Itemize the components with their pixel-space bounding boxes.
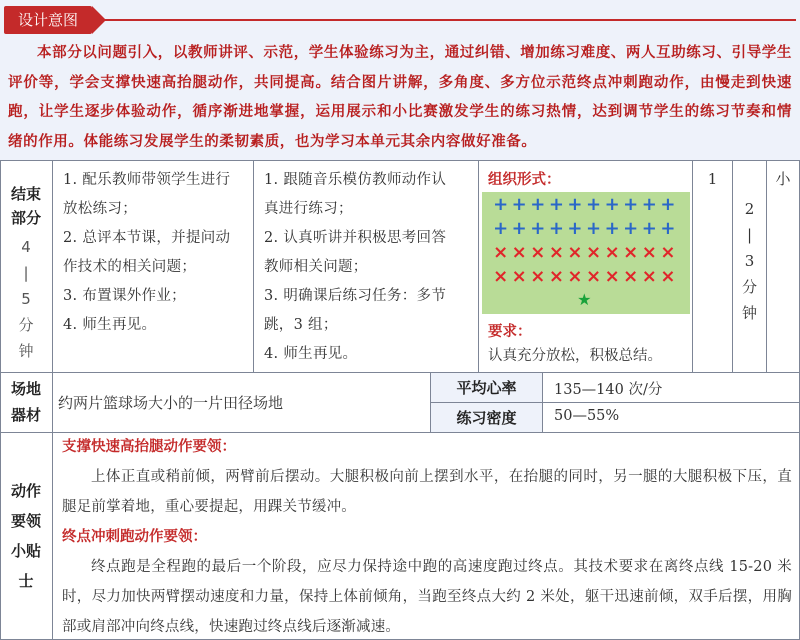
ending-duration [0,234,52,364]
student-row-cross: ×××××××××× [493,242,679,263]
badge-underline [90,19,796,21]
density-value: 50—55% [554,408,620,424]
ending-section-label [0,182,52,230]
student-row-plus: ++++++++++ [493,218,679,239]
duration-char: | [23,264,29,282]
venue-label-line: 器材 [10,406,41,424]
heart-rate-label: 平均心率 [456,379,517,397]
intensity-value: 小 [775,170,791,188]
design-intent-badge: 设计意图 [4,6,92,34]
tips-label [0,476,52,596]
teacher-star-icon: ★ [577,290,595,309]
duration-char: 5 [21,290,31,308]
teacher-activity-line: 4. 师生再见。 [63,317,157,333]
ending-label-line: 结束 [10,185,41,203]
repetition-count: 1 [707,170,718,188]
teacher-activity-line: 1. 配乐教师带领学生进行 [63,172,231,188]
time-column [733,196,766,326]
tip-body-finish-sprint: 终点跑是全程跑的最后一个阶段，应尽力保持途中跑的高速度跑过终点。其技术要求在离终点线 15-20 米时，尽力加快两臂摆动速度和力量，保持上体前倾角，当跑至终点大约 2 米处，躯干迅速前倾，双手后摆，用胸部或肩部冲向终点线，快速跑过终点线后逐渐减速。 [62,559,792,635]
formation-field [482,192,690,314]
time-char: 3 [744,252,755,270]
teacher-activity-line: 3. 布置课外作业； [63,288,186,304]
student-activity-line: 4. 师生再见。 [264,346,358,362]
venue-text: 约两片篮球场大小的一片田径场地 [58,394,284,412]
tips-label-line: 小贴 [10,542,41,560]
student-activities [254,160,478,369]
duration-char: 4 [21,238,31,256]
table-rule [542,372,543,432]
organization-title: 组织形式： [488,171,561,188]
time-char: 钟 [741,304,757,322]
heart-rate-value: 135—140 次/分 [554,382,663,398]
time-char: | [746,226,753,244]
student-activity-line: 3. 明确课后练习任务：多节 [264,288,447,304]
duration-char: 分 [18,316,34,334]
design-intent-text: 本部分以问题引入，以教师讲评、示范，学生体验练习为主，通过纠错、增加练习难度、两人互助练习、引导学生评价等，学会支撑快速高抬腿动作，共同提高。结合图片讲解，多角度、多方位示范终点冲刺跑动作，由慢走到快速跑，让学生逐步体验动作，循序渐进地掌握，运用展示和小比赛激发学生的练习热情，达到调节学生的练习节奏和情绪的作用。体能练习发展学生的柔韧素质，也为学习本单元其余内容做好准备。 [8,44,792,150]
teacher-activity-line: 放松练习； [63,201,137,217]
time-char: 分 [741,278,757,296]
tips-content [62,432,792,640]
student-activity-line: 1. 跟随音乐模仿教师动作认 [264,172,447,188]
student-activity-line: 2. 认真听讲并积极思考回答 [264,230,447,246]
teacher-activity-line: 2. 总评本节课，并提问动 [63,230,231,246]
requirement-text: 认真充分放松，积极总结。 [488,348,662,364]
student-activity-line: 跳，3 组； [264,317,338,333]
tip-body-high-knee: 上体正直或稍前倾，两臂前后摆动。大腿积极向前上摆到水平，在抬腿的同时，另一腿的大腿积极下压，直腿足前掌着地，重心要提起，用踝关节缓冲。 [62,469,792,515]
tip-title-high-knee: 支撑快速高抬腿动作要领： [62,438,236,455]
tips-label-line: 士 [18,572,34,590]
venue-label [0,376,52,428]
student-row-cross: ×××××××××× [493,266,679,287]
design-intent-panel [0,0,800,160]
tips-label-line: 要领 [10,512,41,530]
tip-title-finish-sprint: 终点冲刺跑动作要领： [62,528,207,545]
tips-label-line: 动作 [10,482,41,500]
teacher-activity-line: 作技术的相关问题； [63,259,197,275]
table-rule [0,372,800,373]
student-activity-line: 真进行练习； [264,201,353,217]
density-label: 练习密度 [456,409,517,427]
duration-char: 钟 [18,342,34,360]
ending-label-line: 部分 [10,209,41,227]
table-rule [478,160,479,372]
student-row-plus: ++++++++++ [493,194,679,215]
requirement-title: 要求： [488,323,532,340]
teacher-activities [53,160,253,340]
time-char: 2 [744,200,755,218]
student-activity-line: 教师相关问题； [264,259,368,275]
venue-label-line: 场地 [10,380,41,398]
